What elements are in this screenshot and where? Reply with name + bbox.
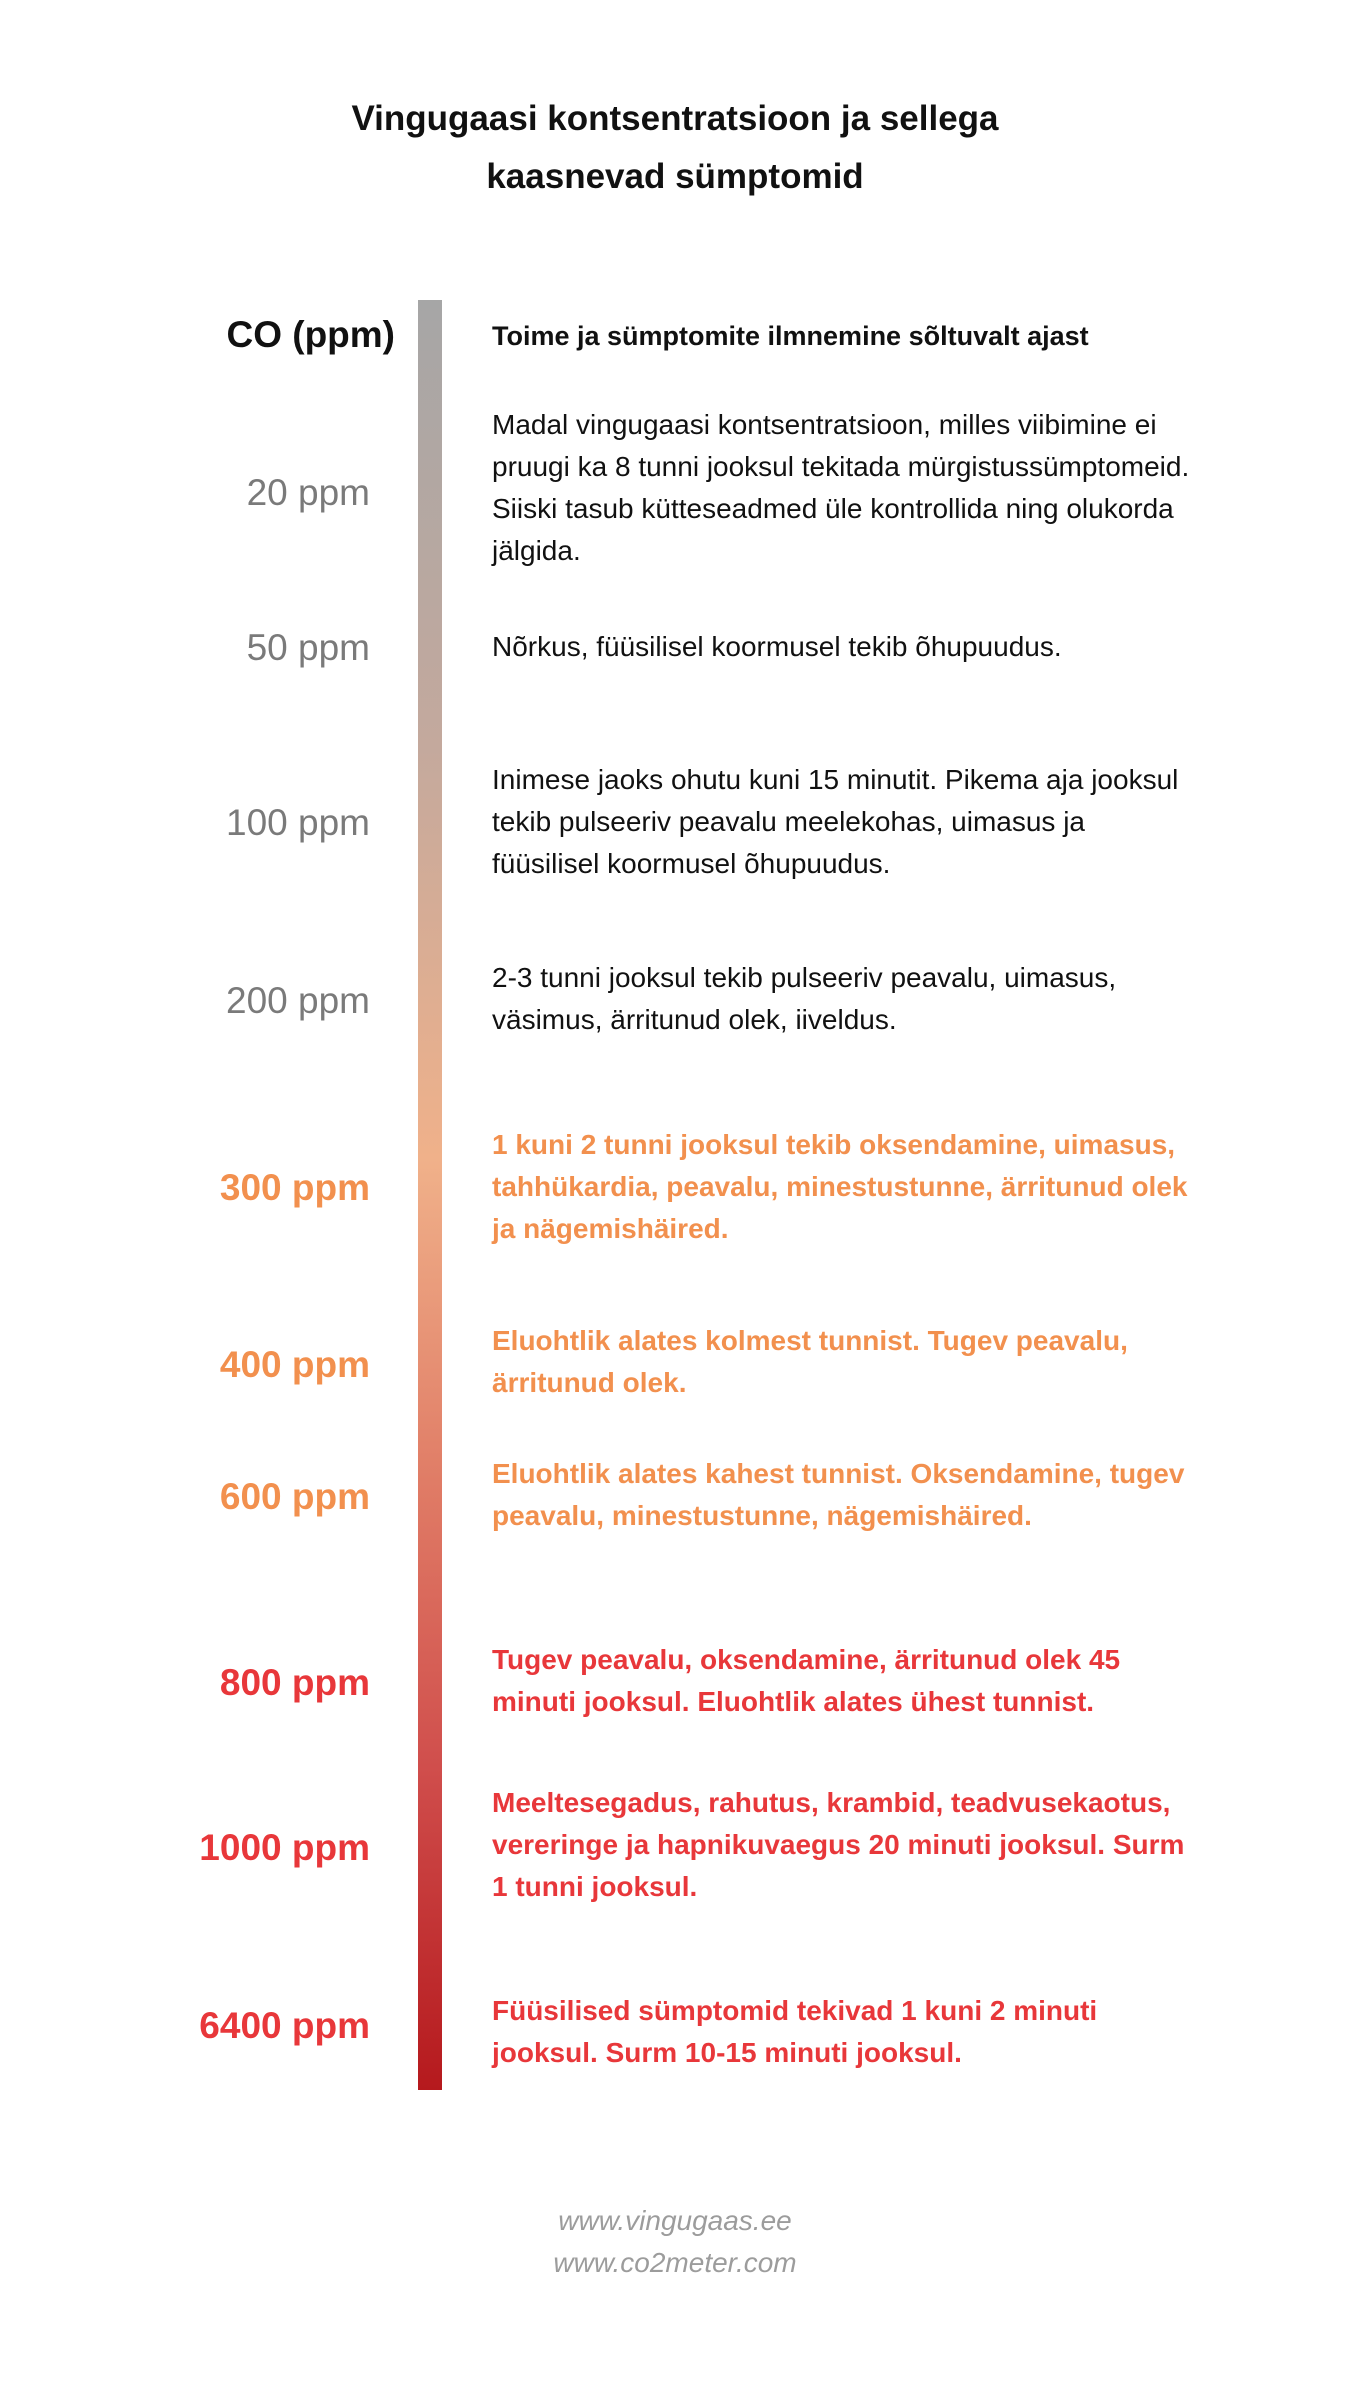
level-description: Füüsilised sümptomid tekivad 1 kuni 2 minuti jooksul. Surm 10-15 minuti jooksul.: [492, 1995, 1098, 2068]
infographic-title: [0, 90, 1350, 206]
title-line-2: kaasnevad sümptomid: [486, 157, 864, 196]
level-description: Eluohtlik alates kolmest tunnist. Tugev peavalu, ärritunud olek.: [492, 1325, 1128, 1398]
level-description: Nõrkus, füüsilisel koormusel tekib õhupuudus.: [492, 631, 1062, 662]
title-line-1: Vingugaasi kontsentratsioon ja sellega: [351, 99, 999, 138]
level-description: Eluohtlik alates kahest tunnist. Oksendamine, tugev peavalu, minestustunne, nägemishäired.: [492, 1458, 1185, 1531]
level-label: 800 ppm: [219, 1662, 370, 1703]
level-description: Tugev peavalu, oksendamine, ärritunud olek 45 minuti jooksul. Eluohtlik alates ühest tunnist.: [492, 1644, 1121, 1717]
level-label: 600 ppm: [219, 1476, 370, 1517]
level-label: 50 ppm: [246, 627, 370, 668]
level-description: Madal vingugaasi kontsentratsioon, milles viibimine ei pruugi ka 8 tunni jooksul tekitada mürgistussümptomeid. Siiski tasub kütteseadmed üle kontrollida ning olukorda jälgida.: [492, 409, 1190, 566]
level-description: 1 kuni 2 tunni jooksul tekib oksendamine, uimasus, tahhükardia, peavalu, minestustunne, ärritunud olek ja nägemishäired.: [492, 1129, 1188, 1244]
level-label: 300 ppm: [219, 1167, 370, 1208]
source-footer: [0, 2200, 1350, 2284]
source-link-co2meter[interactable]: www.co2meter.com: [553, 2247, 797, 2278]
co-ppm-axis-header: CO (ppm): [226, 314, 395, 355]
level-description: Meeltesegadus, rahutus, krambid, teadvusekaotus, vereringe ja hapnikuvaegus 20 minuti jooksul. Surm 1 tunni jooksul.: [492, 1787, 1185, 1902]
level-label: 100 ppm: [226, 802, 370, 843]
source-link-vingugaas[interactable]: www.vingugaas.ee: [558, 2205, 792, 2236]
level-description: 2-3 tunni jooksul tekib pulseeriv peavalu, uimasus, väsimus, ärritunud olek, iiveldus.: [492, 962, 1117, 1035]
level-label: 6400 ppm: [199, 2005, 370, 2046]
level-label: 20 ppm: [246, 472, 370, 513]
concentration-gradient-bar: [418, 300, 442, 2090]
level-label: 400 ppm: [219, 1344, 370, 1385]
level-description: Inimese jaoks ohutu kuni 15 minutit. Pikema aja jooksul tekib pulseeriv peavalu meelekohas, uimasus ja füüsilisel koormusel õhupuudus.: [492, 764, 1179, 879]
symptoms-column-header: Toime ja sümptomite ilmnemine sõltuvalt ajast: [492, 321, 1089, 351]
level-label: 1000 ppm: [199, 1827, 370, 1868]
level-label: 200 ppm: [226, 980, 370, 1021]
